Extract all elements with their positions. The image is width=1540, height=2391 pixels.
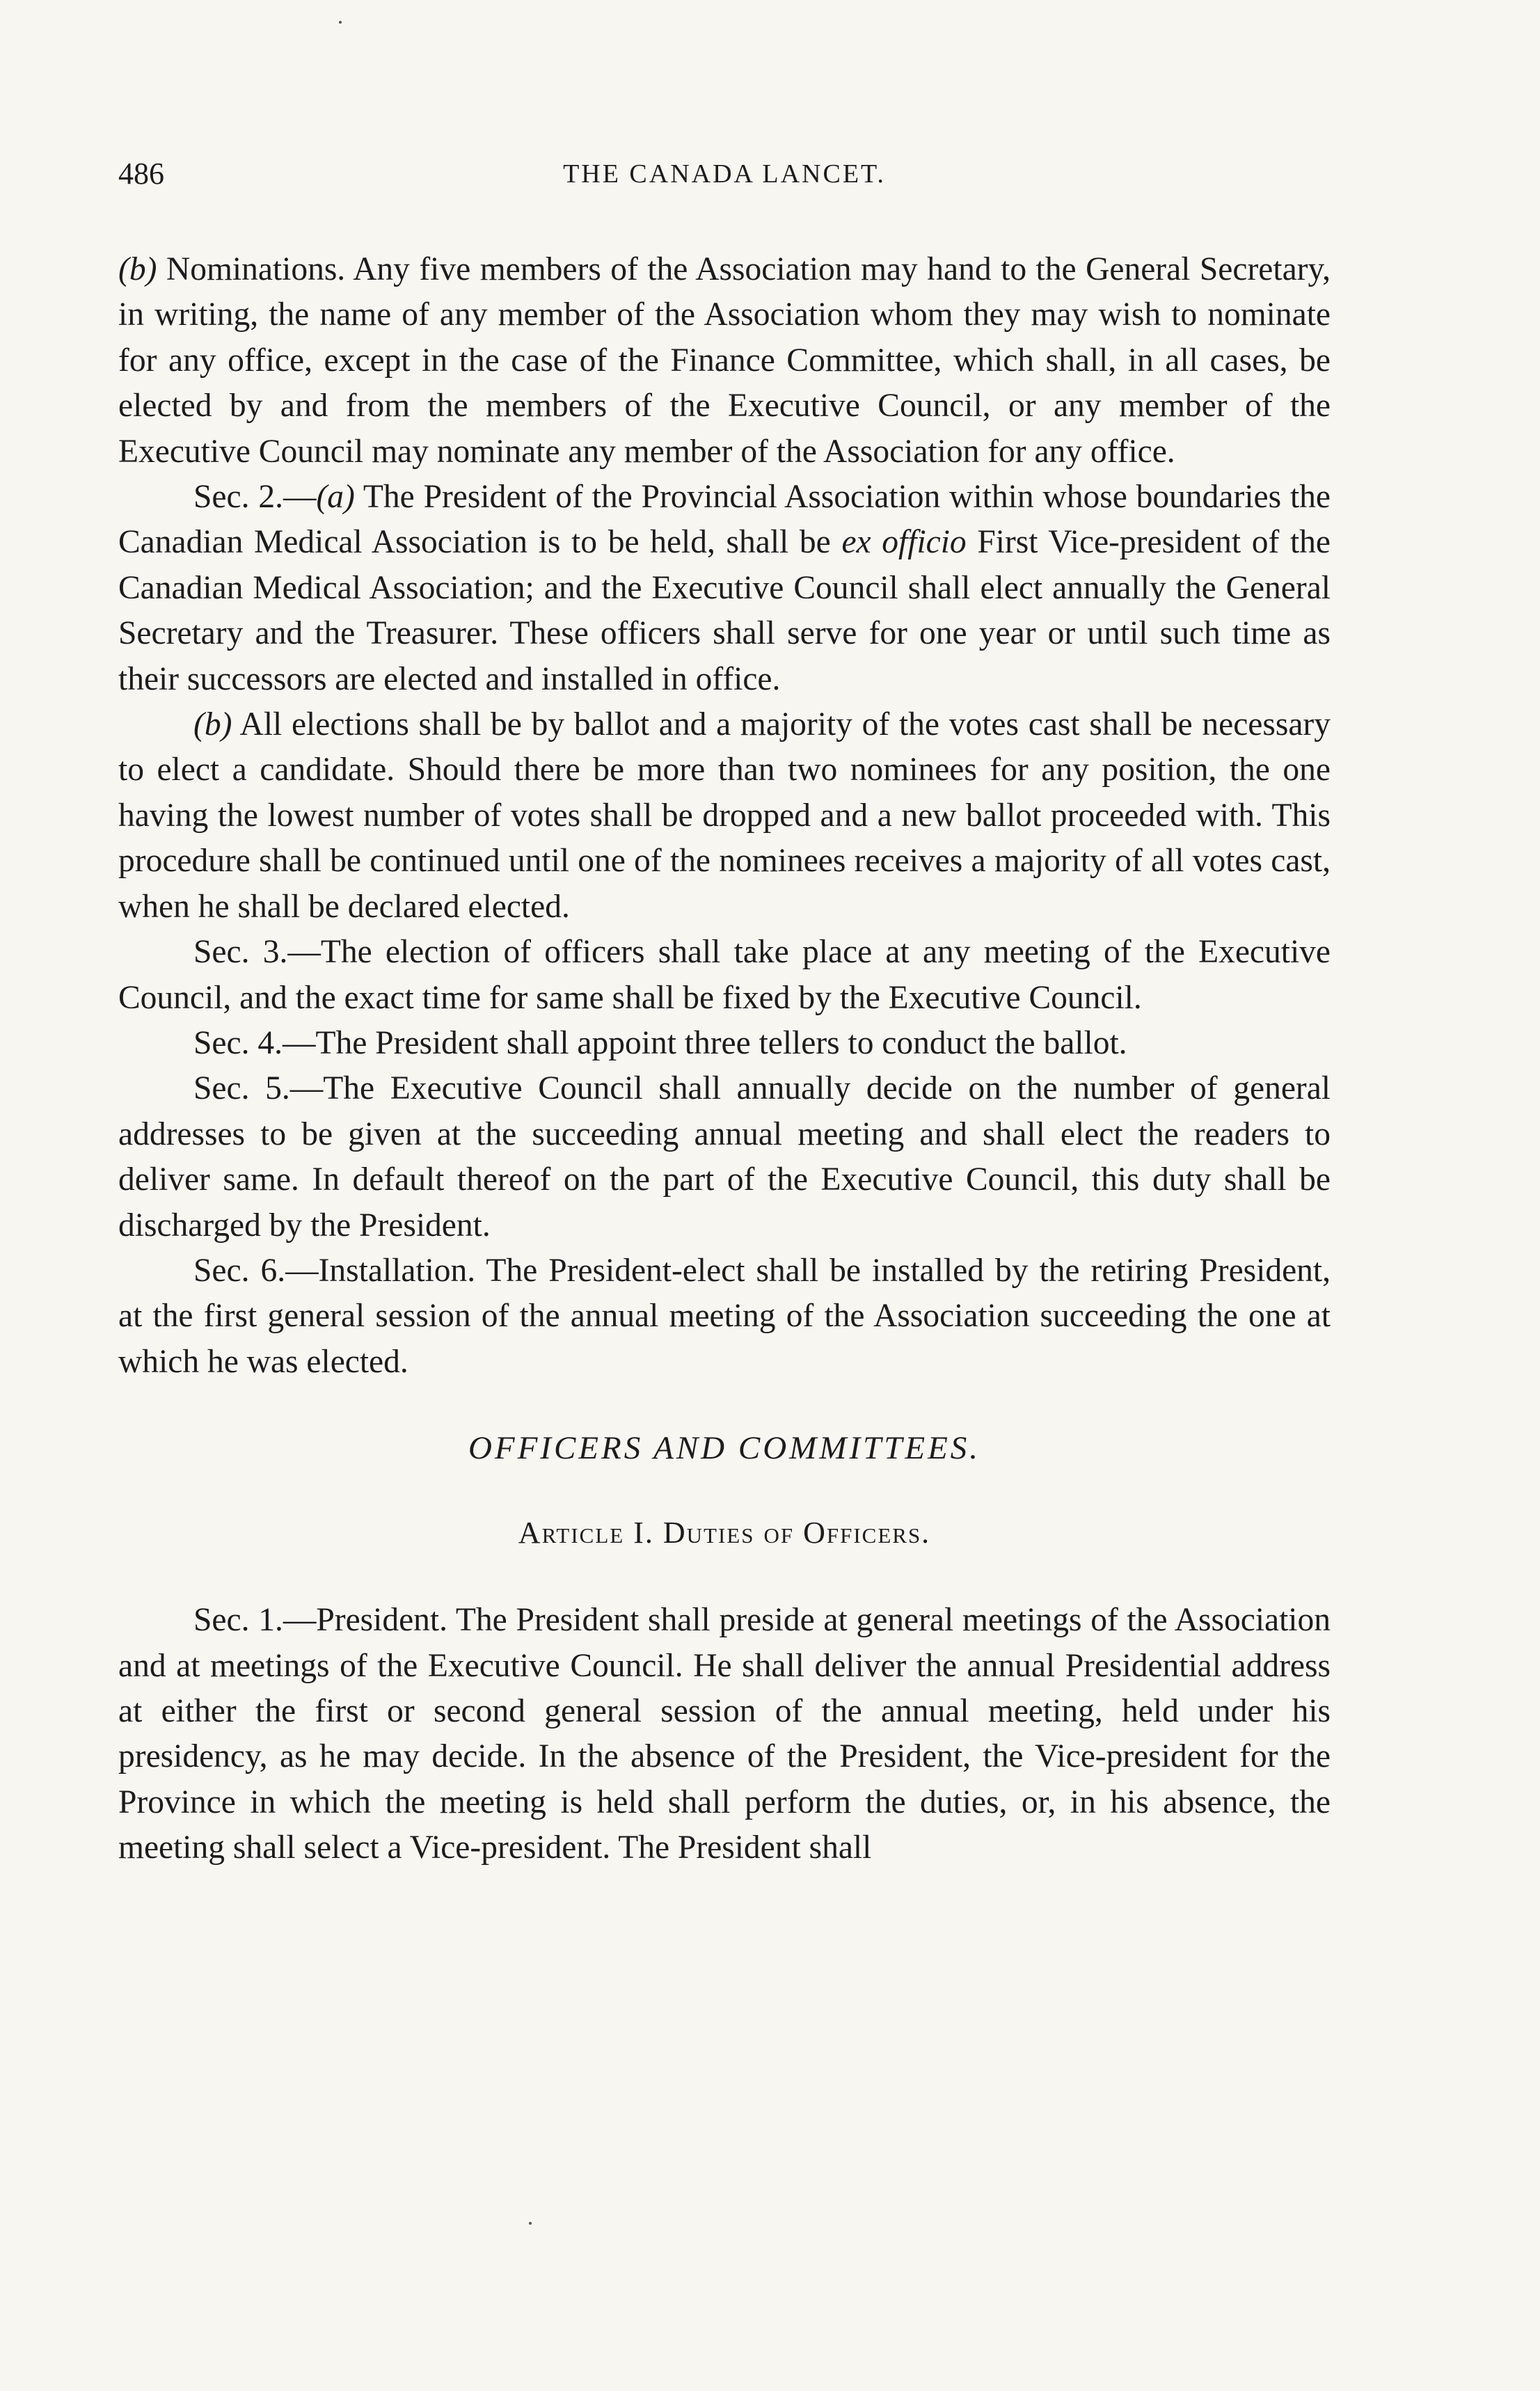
sec2b-text: All elections shall be by ballot and a majority of the votes cast shall be necessary to elect a candidate. Should there be more than two nominees for any position, the one having the lowest number of votes shall be dropped and a new ballot proceeded with. This procedure shall be continued until one of the nominees receives a majority of all votes cast, when he shall be declared elected. xyxy=(118,706,1331,925)
paragraph-sec-2a xyxy=(118,475,1331,702)
clause-label-b2: (b) xyxy=(193,706,232,743)
paragraph-sec-4: Sec. 4.—The President shall appoint three tellers to conduct the ballot. xyxy=(193,1024,1127,1061)
paragraph-sec-3: Sec. 3.—The election of officers shall take place at any meeting of the Executive Council, and the exact time for same shall be fixed by the Executive Council. xyxy=(118,934,1331,1016)
running-title: THE CANADA LANCET. xyxy=(563,159,886,189)
paragraph-sec-5: Sec. 5.—The Executive Council shall annually decide on the number of general addresses to be given at the succeeding annual meeting and shall elect the readers to deliver same. In default thereof on the part of the Executive Council, this duty shall be discharged by the President. xyxy=(118,1070,1331,1244)
paper-speck-top xyxy=(339,21,342,24)
section-heading-officers-committees: OFFICERS AND COMMITTEES. xyxy=(468,1430,981,1467)
document-page xyxy=(118,150,1331,1871)
clause-label-b: (b) xyxy=(118,251,157,287)
sec2-text-a: The President of the Provincial Association within whose boundaries the Canadian Medical Association is to be held, shall be xyxy=(118,479,1331,561)
clause-label-a: (a) xyxy=(316,479,355,516)
page-number: 486 xyxy=(118,157,164,191)
paragraph-article1-sec-1: Sec. 1.—President. The President shall preside at general meetings of the Association and at meetings of the Executive Council. He shall deliver the annual Presidential address at either the first or second general session of the annual meeting, held under his presidency, as he may decide. In the absence of the President, the Vice-president for the Province in which the meeting is held shall perform the duties, or, in his absence, the meeting shall select a Vice-president. The President shall xyxy=(118,1602,1331,1866)
nominations-text: Any five members of the Association may hand to the General Secretary, in writing, the name of any member of the Association whom they may wish to nominate for any office, except in the case of the Finance Committee, which shall, in all cases, be elected by and from the members of the Executive Council, or any member of the Executive Council may nominate any member of the Association for any office. xyxy=(118,251,1331,470)
sec2-text-b: First Vice-president of the Canadian Medical Association; and the Executive Council shall elect annually the General Secretary and the Treasurer. These officers shall serve for one year or until such time as their successors are elected and installed in office. xyxy=(118,524,1331,697)
article-one-body xyxy=(118,1598,1331,1870)
ex-officio-term: ex officio xyxy=(841,524,967,561)
sec2-prefix: Sec. 2.— xyxy=(193,479,317,516)
article-heading-duties-of-officers: Article I. Duties of Officers. xyxy=(518,1516,931,1550)
paragraph-nominations xyxy=(118,247,1331,475)
running-head xyxy=(118,150,1331,198)
paper-speck-bottom xyxy=(529,2222,532,2225)
paragraph-sec-6: Sec. 6.—Installation. The President-elect shall be installed by the retiring President, at the first general session of the annual meeting of the Association succeeding the one at which he was elected. xyxy=(118,1252,1331,1380)
paragraph-sec-2b xyxy=(118,702,1331,930)
nominations-heading: Nominations. xyxy=(166,251,346,287)
body-text xyxy=(118,247,1331,1871)
